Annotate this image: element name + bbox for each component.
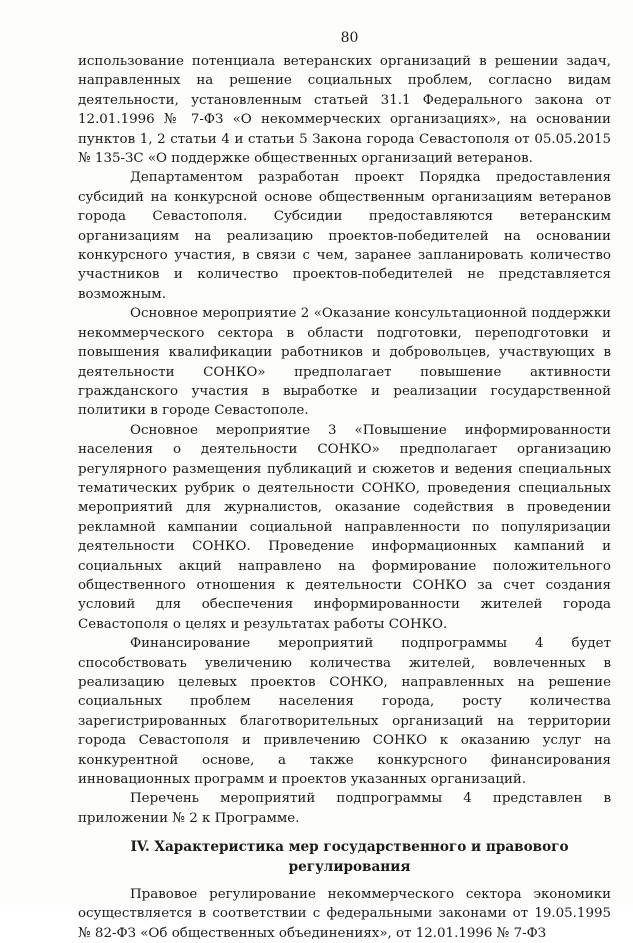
paragraph-veterans-organizations: использование потенциала ветеранских организаций в решении задач, направленных на решение социальных проблем, согласно видам деятельности, установленным статьей 31.1 Федерального закона от 12.01.1996 № 7-ФЗ «О некоммерческих организациях», на основании пунктов 1, 2 статьи 4 и статьи 5 Закона города Севастополя от 05.05.2015 № 135-ЗС «О поддержке общественных организаций ветеранов. — [78, 54, 611, 167]
paragraph-activity-3-awareness: Основное мероприятие 3 «Повышение информированности населения о деятельности СОНКО» предполагает организацию регулярного размещения публикаций и сюжетов и ведения специальных тематических рубрик о деятельности СОНКО, проведения специальных мероприятий для журналистов, оказание содействия в проведении рекламной кампании социальной направленности по популяризации деятельности СОНКО. Проведение информационных кампаний и социальных акций направлено на формирование положительного общественного отношения к деятельности СОНКО за счет создания условий для обеспечения информированности жителей города Севастополя о целях и результатах работы СОНКО. — [78, 422, 611, 632]
section-heading-line-1: IV. Характеристика мер государственного и правового — [130, 839, 569, 856]
paragraph-financing-subprogram-4: Финансирование мероприятий подпрограммы 4 будет способствовать увеличению количества жителей, вовлеченных в реализацию целевых проектов СОНКО, направленных на решение социальных проблем населения города, росту количества зарегистрированных благотворительных организаций на территории города Севастополя и привлечению СОНКО к оказанию услуг на конкурентной основе, а также конкурсного финансирования инновационных программ и проектов указанных организаций. — [78, 636, 611, 788]
page-number: 80 — [340, 30, 359, 46]
paragraph-activities-list-reference: Перечень мероприятий подпрограммы 4 представлен в приложении № 2 к Программе. — [78, 791, 611, 826]
paragraph-subsidies-procedure: Департаментом разработан проект Порядка предоставления субсидий на конкурсной основе общественным организациям ветеранов города Севастополя. Субсидии предоставляются ветеранским организациям на реализацию проектов-победителей на основании конкурсного участия, в связи с чем, заранее запланировать количество участников и количество проектов-победителей не представляется возможным. — [78, 170, 611, 302]
section-heading — [78, 838, 611, 877]
paragraph-activity-2-consulting: Основное мероприятие 2 «Оказание консультационной поддержки некоммерческого сектора в области подготовки, переподготовки и повышения квалификации работников и добровольцев, участвующих в деятельности СОНКО» предполагает повышение активности гражданского участия в выработке и реализации государственной политики в городе Севастополе. — [78, 306, 611, 419]
paragraph-legal-regulation: Правовое регулирование некоммерческого сектора экономики осуществляется в соответствии с федеральными законами от 19.05.1995 № 82-ФЗ «Об общественных объединениях», от 12.01.1996 № 7-ФЗ — [78, 887, 611, 941]
section-heading-line-2: регулирования — [288, 858, 411, 875]
